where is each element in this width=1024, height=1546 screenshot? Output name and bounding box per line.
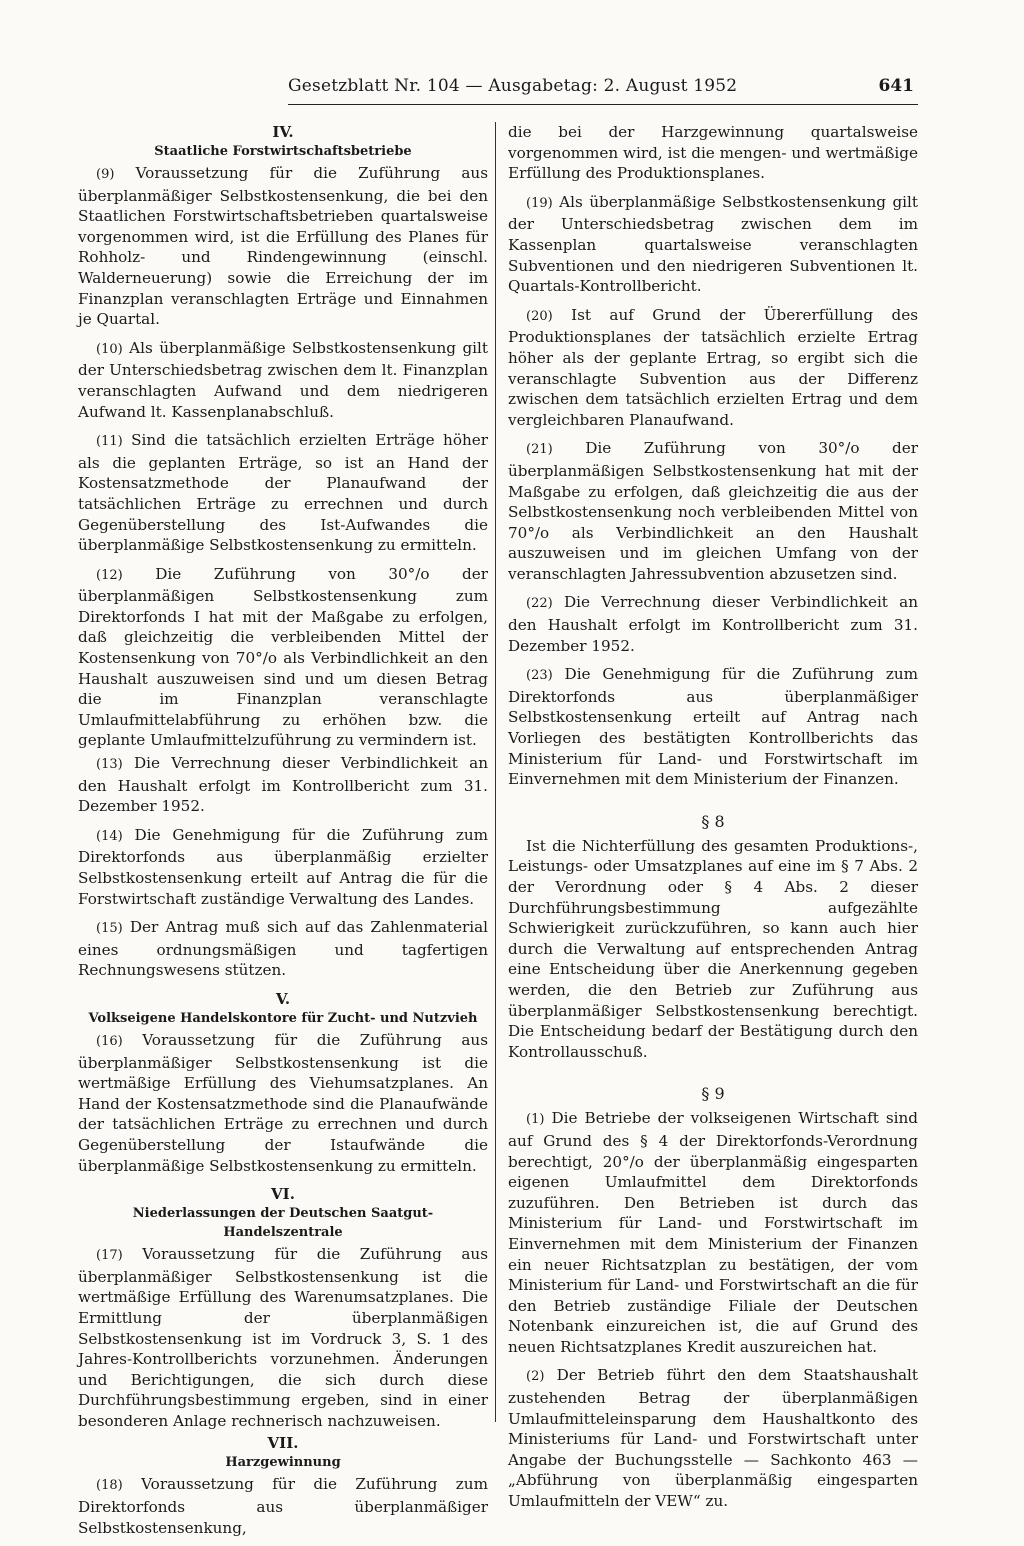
paragraph-number: ( 19 ) xyxy=(526,196,553,211)
paragraph-15 xyxy=(78,917,488,981)
paragraph-number: ( 11 ) xyxy=(96,434,123,449)
paragraph-number: ( 13 ) xyxy=(96,757,123,772)
left-column xyxy=(78,122,488,1546)
paragraph-text: Voraussetzung für die Zuführung zum Direktorfonds aus überplanmäßiger Selbstkostensenkung, xyxy=(78,1475,488,1537)
paragraph-14 xyxy=(78,825,488,909)
section-heading-8: § 8 xyxy=(701,811,725,831)
page-number: 641 xyxy=(878,76,914,96)
paragraph-number: ( 12 ) xyxy=(96,568,123,583)
paragraph-text: Die Genehmigung für die Zuführung zum Direktorfonds aus überplanmäßig erzielter Selbstkostensenkung erteilt auf Antrag die für die Forstwirtschaft zuständige Verwaltung des Landes. xyxy=(78,825,488,908)
paragraph-text: Die Genehmigung für die Zuführung zum Direktorfonds aus überplanmäßiger Selbstkostensenkung erteilt auf Antrag nach Vorliegen des bestätigten Kontrollberichts das Ministerium für Land- und Forstwirtschaft im Einvernehmen mit dem Ministerium der Finanzen. xyxy=(508,665,918,789)
section-numeral: IV. xyxy=(272,123,294,141)
paragraph-text: Ist auf Grund der Übererfüllung des Produktionsplanes der tatsächlich erzielte Ertrag höher als der geplante Ertrag, so ergibt sich die veranschlagte Subvention aus der Differenz zwischen dem tatsächlich erzielten Ertrag und dem vergleichbaren Planaufwand. xyxy=(508,305,918,429)
paragraph-23 xyxy=(508,664,918,790)
section-title: Niederlassungen der Deutschen Saatgut-Handelszentrale xyxy=(132,1206,434,1241)
paragraph-18 xyxy=(78,1474,488,1538)
paragraph-22 xyxy=(508,592,918,656)
paragraph-number: ( 10 ) xyxy=(96,342,123,357)
page-header xyxy=(288,76,918,105)
paragraph-number: ( 1 ) xyxy=(526,1112,544,1127)
section-numeral: VI. xyxy=(271,1185,295,1204)
paragraph-18-continued: die bei der Harzgewinnung quartalsweise vorgenommen wird, ist die mengen- und wertmäßige Erfüllung des Produktionsplanes. xyxy=(508,123,918,183)
paragraph-number: ( 18 ) xyxy=(96,1478,123,1493)
paragraph-s9-2 xyxy=(508,1365,918,1511)
paragraph-text: Voraussetzung für die Zuführung aus überplanmäßiger Selbstkostensenkung ist die wertmäßige Erfüllung des Viehumsatzplanes. An Hand der Kostensatzmethode sind die Planaufwände der tatsächlichen Erträge zu errechnen und durch Gegenüberstellung der Istaufwände die überplanmäßige Selbstkostensenkung zu ermitteln. xyxy=(78,1030,489,1175)
paragraph-17 xyxy=(78,1244,488,1431)
paragraph-number: ( 16 ) xyxy=(96,1034,123,1049)
paragraph-number: ( 2 ) xyxy=(526,1369,544,1384)
paragraph-text: Die Verrechnung dieser Verbindlichkeit an den Haushalt erfolgt im Kontrollbericht zum 31. Dezember 1952. xyxy=(78,754,489,816)
section-numeral: VII. xyxy=(267,1434,299,1453)
paragraph-text: Die Zuführung von 30°/o der überplanmäßigen Selbstkostensenkung hat mit der Maßgabe zu erfolgen, daß gleichzeitig die aus der Selbstkostensenkung noch verbleibenden Mittel von 70°/o als Verbindlichkeit an den Haushalt auszuweisen und im gleichen Umfang von der veranschlagten Jahressubvention abzusetzen sind. xyxy=(508,439,918,583)
paragraph-number: ( 17 ) xyxy=(96,1248,123,1263)
paragraph-19 xyxy=(508,192,918,297)
paragraph-10 xyxy=(78,338,488,422)
paragraph-number: ( 22 ) xyxy=(526,596,553,611)
paragraph-text: Die Zuführung von 30°/o der überplanmäßigen Selbstkostensenkung zum Direktorfonds I hat mit der Maßgabe zu erfolgen, daß gleichzeitig die verbleibenden Mittel der Kostensenkung von 70°/o als Verbindlichkeit an den Haushalt auszuweisen sind und um diesen Betrag die im Finanzplan veranschlagte Umlaufmittelabführung zu erhöhen bzw. die geplante Umlaufmittelzuführung zu vermindern ist. xyxy=(78,564,488,750)
paragraph-number: ( 21 ) xyxy=(526,442,553,457)
section-title: Harzgewinnung xyxy=(225,1455,341,1471)
column-divider xyxy=(495,122,496,1422)
section-heading-9: § 9 xyxy=(701,1084,725,1104)
right-column xyxy=(508,122,918,1520)
paragraph-number: ( 14 ) xyxy=(96,829,123,844)
section-title: Volkseigene Handelskontore für Zucht- und Nutzvieh xyxy=(88,1010,478,1026)
paragraph-20 xyxy=(508,305,918,431)
paragraph-number: ( 15 ) xyxy=(96,921,123,936)
paragraph-number: ( 23 ) xyxy=(526,668,553,683)
paragraph-text: Voraussetzung für die Zuführung aus überplanmäßiger Selbstkostensenkung, die bei den Staatlichen Forstwirtschaftsbetrieben quartalsweise vorgenommen wird, ist die Erfüllung des Planes für Rohholz- und Rindengewinnung (einschl. Walderneuerung) sowie die Erreichung der im Finanzplan veranschlagten Erträge und Einnahmen je Quartal. xyxy=(78,164,488,329)
paragraph-text: Die Verrechnung dieser Verbindlichkeit an den Haushalt erfolgt im Kontrollbericht zum 31. Dezember 1952. xyxy=(508,593,919,655)
section-numeral: V. xyxy=(275,989,291,1008)
paragraph-text: Der Betrieb führt den dem Staatshaushalt zustehenden Betrag der überplanmäßigen Umlaufmitteleinsparung dem Haushaltkonto des Ministeriums für Land- und Forstwirtschaft unter Angabe der Buchungsstelle — Sachkonto 463 — „Abführung von überplanmäßig eingesparten Umlaufmitteln der VEW“ zu. xyxy=(508,1366,919,1511)
paragraph-s8: Ist die Nichterfüllung des gesamten Produktions-, Leistungs- oder Umsatzplanes auf eine im § 7 Abs. 2 der Verordnung oder § 4 Abs. 2 dieser Durchführungsbestimmung aufgezählte Schwierigkeit zurückzuführen, so kann auch hier durch die Verwaltung auf entsprechenden Antrag eine Entscheidung über die Anerkennung gegeben werden, die den Betrieb zur Zuführung aus überplanmäßiger Selbstkostensenkung berechtigt. Die Entscheidung bedarf der Bestätigung durch den Kontrollausschuß. xyxy=(508,836,918,1061)
paragraph-s9-1 xyxy=(508,1108,918,1357)
paragraph-text: Der Antrag muß sich auf das Zahlenmaterial eines ordnungsmäßigen und tagfertigen Rechnungswesens stützen. xyxy=(78,918,488,980)
paragraph-12 xyxy=(78,564,488,751)
paragraph-9 xyxy=(78,163,488,330)
paragraph-text: Sind die tatsächlich erzielten Erträge höher als die geplanten Erträge, so ist an Hand der Kostensatzmethode der Planaufwand der tatsächlichen Erträge zu errechnen und durch Gegenüberstellung des Ist-Aufwandes die überplanmäßige Selbstkostensenkung zu ermitteln. xyxy=(78,431,489,555)
paragraph-13 xyxy=(78,753,488,817)
paragraph-text: Die Betriebe der volkseigenen Wirtschaft sind auf Grund des § 4 der Direktorfonds-Verordnung berechtigt, 20°/o der überplanmäßig eingesparten eigenen Umlaufmittel dem Direktorfonds zuzuführen. Den Betrieben ist durch das Ministerium für Land- und Forstwirtschaft im Einvernehmen mit dem Ministerium der Finanzen ein neuer Richtsatzplan zu bestätigen, der vom Ministerium für Land- und Forstwirtschaft an die für den Betrieb zuständige Filiale der Deutschen Notenbank einzureichen ist, die auf Grund des neuen Richtsatzplanes Kredit auszureichen hat. xyxy=(508,1109,918,1356)
paragraph-21 xyxy=(508,438,918,584)
gazette-title: Gesetzblatt Nr. 104 — Ausgabetag: 2. August 1952 xyxy=(288,76,738,96)
paragraph-text: Als überplanmäßige Selbstkostensenkung gilt der Unterschiedsbetrag zwischen dem lt. Finanzplan veranschlagten Aufwand und dem niedrigeren Aufwand lt. Kassenplanabschluß. xyxy=(78,338,488,421)
paragraph-number: ( 9 ) xyxy=(96,167,114,182)
paragraph-text: Voraussetzung für die Zuführung aus überplanmäßiger Selbstkostensenkung ist die wertmäßige Erfüllung des Warenumsatzplanes. Die Ermittlung der überplanmäßigen Selbstkostensenkung ist im Vordruck 3, S. 1 des Jahres-Kontrollberichts vorzunehmen. Änderungen und Berichtigungen, die sich durch diese Durchführungsbestimmung ergeben, sind in einer besonderen Anlage rechnerisch nachzuweisen. xyxy=(78,1245,489,1430)
section-title: Staatliche Forstwirtschaftsbetriebe xyxy=(154,144,412,159)
paragraph-11 xyxy=(78,430,488,556)
paragraph-text: Als überplanmäßige Selbstkostensenkung gilt der Unterschiedsbetrag zwischen dem im Kassenplan quartalsweise veranschlagten Subventionen und den niedrigeren Subventionen lt. Quartals-Kontrollbericht. xyxy=(508,192,918,296)
paragraph-number: ( 20 ) xyxy=(526,309,553,324)
paragraph-16 xyxy=(78,1030,488,1176)
